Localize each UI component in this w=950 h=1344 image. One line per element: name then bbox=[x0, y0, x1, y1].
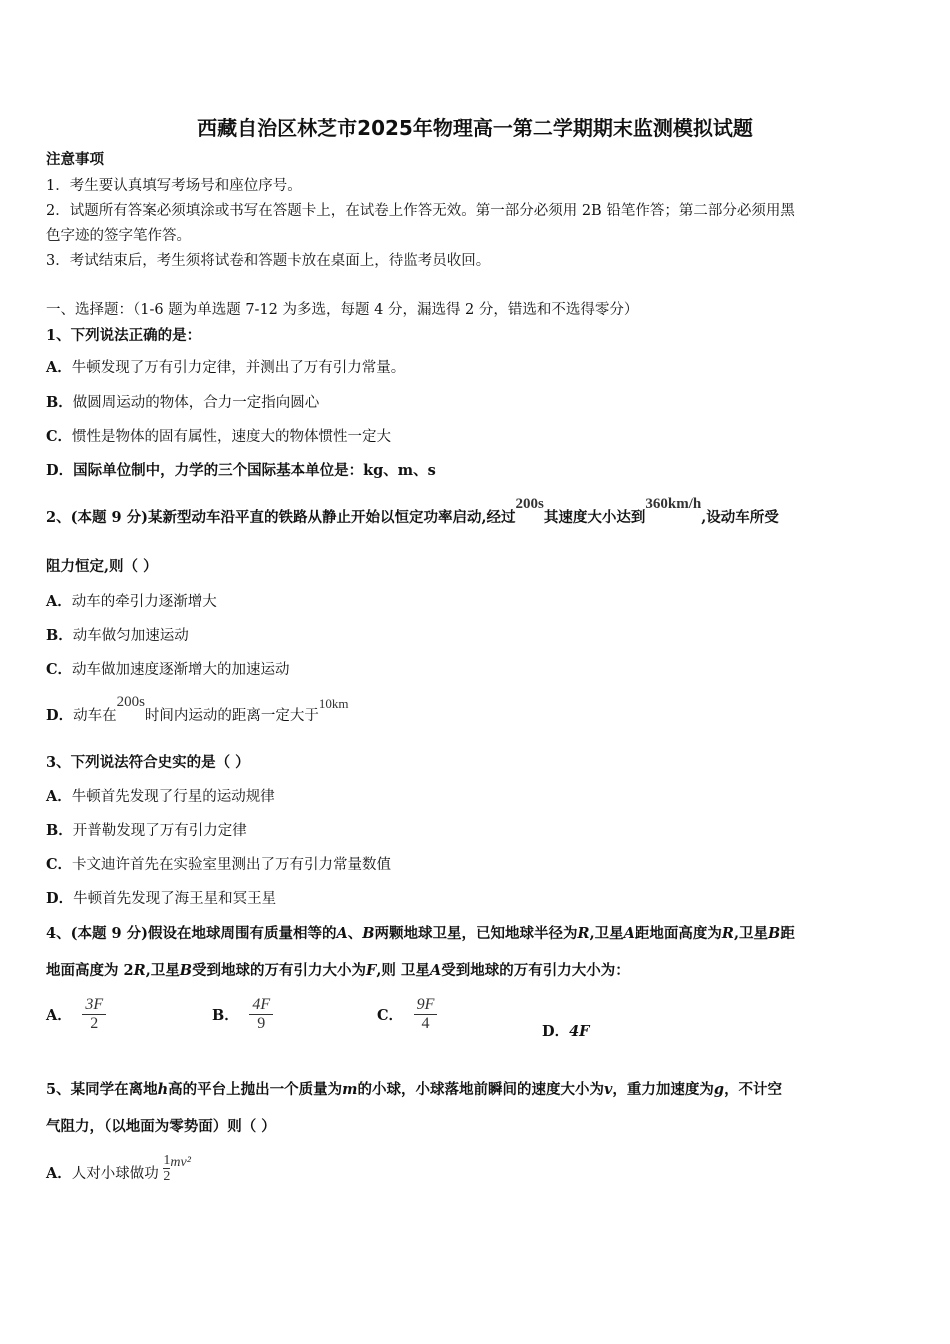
option-c: C． $\frac{9F}{4}$ bbox=[377, 996, 437, 1033]
question-stem: 3、下列说法符合史实的是（ ） bbox=[46, 754, 250, 771]
option-d: D．牛顿首先发现了海王星和冥王星 bbox=[46, 890, 277, 907]
notice-item: 3．考试结束后，考生须将试卷和答题卡放在桌面上，待监考员收回。 bbox=[46, 253, 491, 269]
option-a: A．人对小球做功 $\frac{1}{2}$ mv² bbox=[46, 1152, 191, 1184]
question-stem: 4、(本题 9 分)假设在地球周围有质量相等的A、B两颗地球卫星，已知地球半径为R,卫星A距地面高度为R,卫星B距 bbox=[46, 925, 795, 942]
option-b: B． $\frac{4F}{9}$ bbox=[212, 996, 273, 1033]
option-d: D．4F bbox=[542, 1023, 590, 1040]
question-stem: 1、下列说法正确的是： bbox=[46, 327, 202, 344]
option-a: A．牛顿首先发现了行星的运动规律 bbox=[46, 788, 275, 805]
question-stem: 2、(本题 9 分)某新型动车沿平直的铁路从静止开始以恒定功率启动,经过200s其速度大小达到360km/h,设动车所受 bbox=[46, 496, 779, 526]
option-c: C．惯性是物体的固有属性，速度大的物体惯性一定大 bbox=[46, 428, 392, 445]
section-heading: 一、选择题：（1-6 题为单选题 7-12 为多选，每题 4 分，漏选得 2 分，错选和不选得零分） bbox=[46, 302, 639, 318]
page-title: 西藏自治区林芝市2025年物理高一第二学期期末监测模拟试题 bbox=[197, 116, 753, 140]
option-b: B．做圆周运动的物体，合力一定指向圆心 bbox=[46, 394, 320, 411]
question-stem: 5、某同学在离地h高的平台上抛出一个质量为m的小球，小球落地前瞬间的速度大小为v，重力加速度为g，不计空 bbox=[46, 1081, 783, 1098]
option-b: B．开普勒发现了万有引力定律 bbox=[46, 822, 247, 839]
notice-item: 1．考生要认真填写考场号和座位序号。 bbox=[46, 178, 302, 194]
option-a: A． $\frac{3F}{2}$ bbox=[46, 996, 106, 1033]
option-d: D．国际单位制中，力学的三个国际基本单位是：kg、m、s bbox=[46, 462, 436, 479]
notice-item: 色字迹的签字笔作答。 bbox=[46, 228, 191, 244]
question-stem-cont: 地面高度为 2R,卫星B受到地球的万有引力大小为F,则 卫星A受到地球的万有引力大小为： bbox=[46, 962, 630, 979]
option-d: D．动车在200s时间内运动的距离一定大于10km bbox=[46, 694, 349, 724]
notice-heading: 注意事项 bbox=[46, 151, 104, 168]
option-a: A．动车的牵引力逐渐增大 bbox=[46, 593, 217, 610]
option-c: C．卡文迪许首先在实验室里测出了万有引力常量数值 bbox=[46, 856, 392, 873]
question-stem-cont: 气阻力，（以地面为零势面）则（ ） bbox=[46, 1118, 276, 1135]
question-stem-cont: 阻力恒定,则（ ） bbox=[46, 558, 158, 575]
option-c: C．动车做加速度逐渐增大的加速运动 bbox=[46, 661, 290, 678]
option-a: A．牛顿发现了万有引力定律，并测出了万有引力常量。 bbox=[46, 359, 406, 376]
notice-item: 2．试题所有答案必须填涂或书写在答题卡上，在试卷上作答无效。第一部分必须用 2B 铅笔作答；第二部分必须用黑 bbox=[46, 203, 795, 219]
option-b: B．动车做匀加速运动 bbox=[46, 627, 189, 644]
